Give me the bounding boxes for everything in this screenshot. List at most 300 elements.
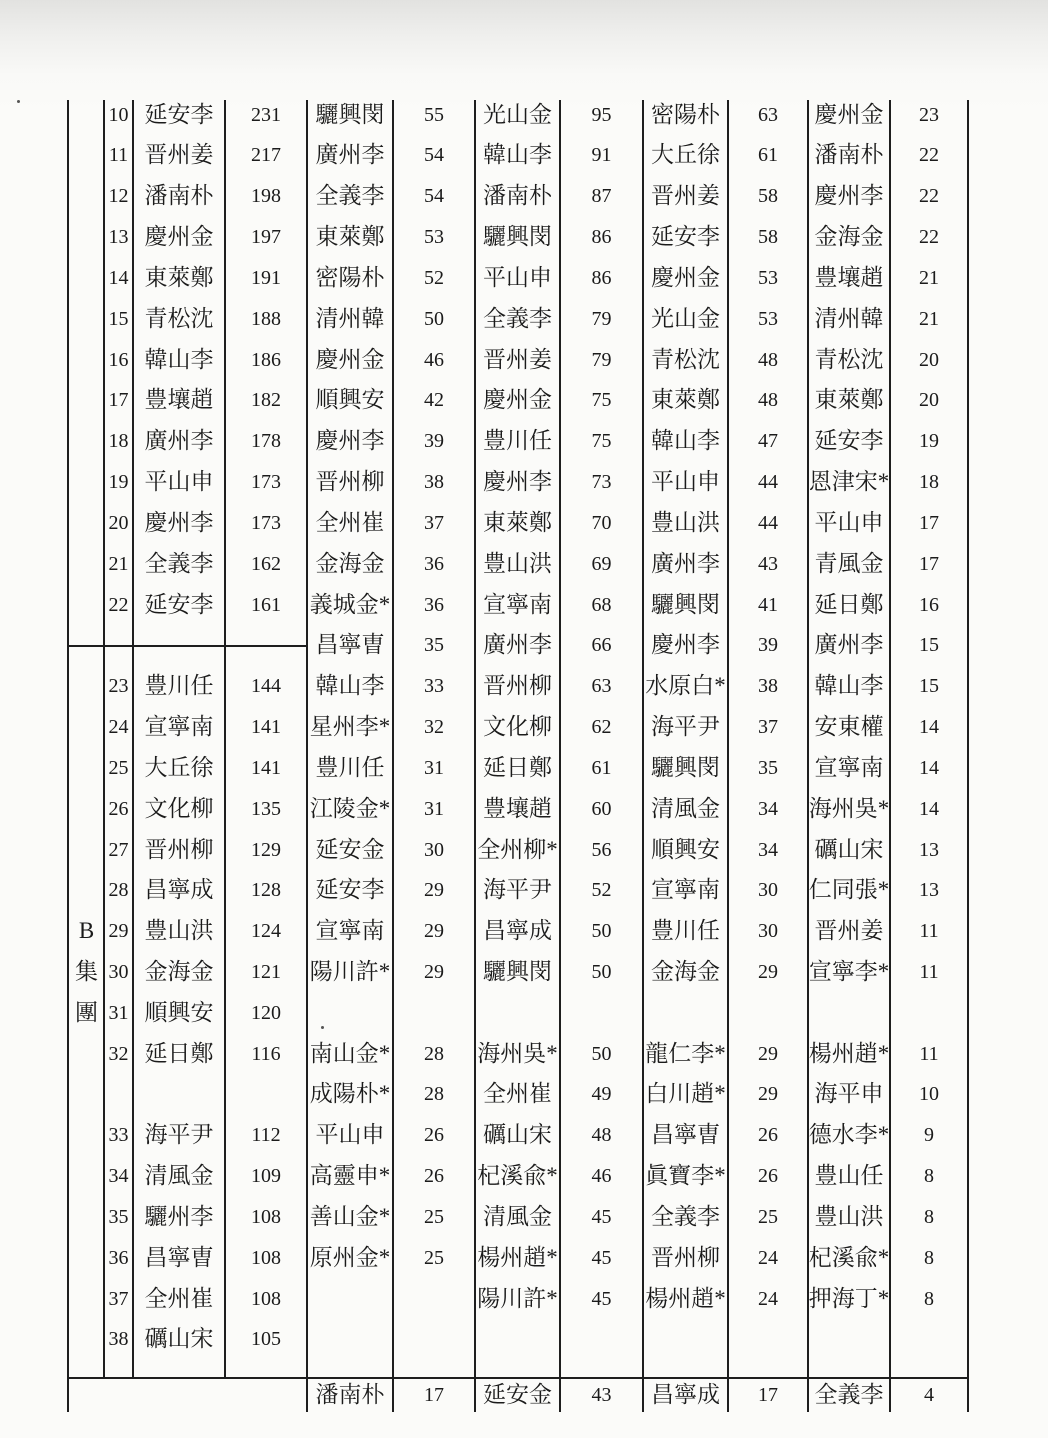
clan-count: 91	[591, 144, 612, 167]
clan-name: 東萊鄭	[315, 224, 385, 250]
table-row	[0, 1319, 1048, 1360]
clan-name: 大丘徐	[144, 754, 214, 780]
clan-count: 25	[424, 1246, 444, 1269]
clan-count: 46	[591, 1165, 612, 1188]
clan-name: 韓山李	[315, 673, 385, 699]
clan-count: 39	[758, 634, 778, 657]
clan-name: 延安金	[315, 836, 385, 862]
clan-count: 50	[591, 1042, 612, 1065]
clan-count: 14	[919, 797, 939, 820]
clan-name: 宣寧南	[814, 754, 884, 780]
clan-name: 陽川許*	[477, 1285, 558, 1311]
clan-count: 38	[758, 675, 778, 698]
clan-count: 87	[591, 185, 612, 208]
table-row	[0, 585, 1048, 626]
clan-count: 188	[251, 307, 281, 330]
clan-name: 延安李	[315, 877, 385, 903]
clan-count: 63	[591, 675, 612, 698]
clan-count: 86	[591, 226, 612, 249]
group-label-char: B	[78, 918, 95, 944]
clan-name: 宣寧南	[315, 918, 385, 944]
clan-count: 15	[919, 675, 939, 698]
clan-name: 晋州姜	[483, 346, 552, 372]
clan-count: 31	[424, 756, 444, 779]
clan-name: 宣寧李*	[808, 958, 890, 984]
clan-name: 楊州趙*	[477, 1244, 558, 1270]
clan-count: 24	[758, 1246, 778, 1269]
clan-count: 29	[424, 879, 444, 902]
clan-count: 61	[758, 144, 778, 167]
clan-name: 全州崔	[483, 1081, 552, 1107]
rank-number: 23	[108, 675, 129, 698]
clan-count: 54	[424, 185, 444, 208]
clan-count: 128	[251, 879, 281, 902]
rank-number: 12	[108, 185, 129, 208]
clan-name: 龍仁李*	[645, 1040, 726, 1066]
clan-count: 28	[424, 1083, 444, 1106]
clan-name: 海平尹	[483, 877, 552, 903]
clan-count: 63	[758, 103, 778, 126]
clan-name: 晋州柳	[144, 836, 214, 862]
rank-number: 37	[108, 1287, 129, 1310]
clan-count: 46	[424, 348, 444, 371]
clan-name: 慶州李	[651, 632, 720, 658]
clan-name: 高靈申*	[309, 1163, 391, 1189]
clan-name: 延安李	[144, 101, 214, 127]
clan-count: 38	[424, 471, 444, 494]
clan-name: 平山申	[651, 469, 720, 495]
clan-name: 文化柳	[144, 795, 214, 821]
clan-count: 58	[758, 226, 778, 249]
clan-name: 大丘徐	[651, 142, 720, 168]
clan-count: 14	[919, 756, 939, 779]
rank-number: 36	[108, 1246, 129, 1269]
clan-name: 楊州趙*	[645, 1285, 726, 1311]
table-row	[0, 176, 1048, 217]
clan-count: 17	[919, 552, 939, 575]
clan-count: 53	[424, 226, 444, 249]
clan-count: 75	[591, 389, 612, 412]
clan-count: 36	[424, 593, 444, 616]
clan-count: 14	[919, 716, 939, 739]
clan-name: 德水李*	[808, 1122, 890, 1148]
clan-count: 120	[251, 1001, 281, 1024]
clan-count: 25	[424, 1205, 444, 1228]
table-row	[0, 462, 1048, 503]
table-row	[0, 789, 1048, 830]
rank-number: 24	[108, 716, 129, 739]
clan-count: 79	[591, 307, 612, 330]
clan-name: 廣州李	[144, 428, 214, 454]
clan-count: 198	[251, 185, 281, 208]
rank-number: 33	[108, 1124, 129, 1147]
clan-name: 義城金*	[309, 591, 391, 617]
clan-count: 22	[919, 185, 939, 208]
clan-count: 34	[758, 797, 778, 820]
clan-count: 26	[424, 1124, 444, 1147]
clan-name: 白川趙*	[645, 1081, 726, 1107]
clan-count: 30	[424, 838, 444, 861]
clan-name: 密陽朴	[651, 101, 720, 127]
clan-count: 19	[919, 430, 939, 453]
table-row	[0, 748, 1048, 789]
clan-name: 豊壤趙	[814, 264, 884, 290]
clan-name: 廣州李	[651, 550, 720, 576]
clan-count: 8	[924, 1205, 934, 1228]
table-row	[0, 707, 1048, 748]
clan-name: 江陵金*	[309, 795, 391, 821]
table-row	[0, 870, 1048, 911]
clan-count: 42	[424, 389, 444, 412]
clan-name: 原州金*	[309, 1244, 391, 1270]
clan-name: 豊川任	[651, 918, 720, 944]
clan-name: 晋州姜	[814, 918, 884, 944]
clan-name: 慶州金	[814, 101, 884, 127]
clan-name: 金海金	[144, 958, 214, 984]
clan-name: 延安金	[483, 1382, 552, 1407]
clan-count: 45	[591, 1287, 612, 1310]
clan-name: 昌寧成	[651, 1382, 720, 1407]
table-row	[0, 830, 1048, 871]
clan-name: 清風金	[144, 1163, 214, 1189]
clan-name: 昌寧曺	[315, 632, 385, 658]
clan-count: 50	[424, 307, 444, 330]
table-footer-row	[0, 1375, 1048, 1416]
clan-count: 17	[424, 1384, 444, 1406]
clan-count: 112	[251, 1124, 281, 1147]
clan-name: 平山申	[814, 509, 884, 535]
clan-name: 海平尹	[651, 714, 720, 740]
clan-count: 178	[251, 430, 281, 453]
clan-count: 116	[251, 1042, 281, 1065]
clan-count: 75	[591, 430, 612, 453]
clan-count: 108	[251, 1246, 281, 1269]
clan-count: 50	[591, 920, 612, 943]
table-row	[0, 1074, 1048, 1115]
clan-name: 驪興閔	[315, 101, 385, 127]
clan-name: 光山金	[651, 305, 720, 331]
clan-count: 31	[424, 797, 444, 820]
rank-number: 10	[108, 103, 129, 126]
clan-count: 95	[591, 103, 612, 126]
rank-number: 32	[108, 1042, 129, 1065]
clan-name: 礪山宋	[483, 1122, 552, 1148]
table-row	[0, 911, 1048, 952]
clan-count: 141	[251, 716, 281, 739]
clan-count: 35	[424, 634, 444, 657]
clan-count: 8	[924, 1287, 934, 1310]
clan-name: 平山申	[315, 1122, 385, 1148]
rank-number: 27	[108, 838, 129, 861]
clan-name: 延日鄭	[483, 754, 552, 780]
clan-count: 49	[591, 1083, 612, 1106]
clan-count: 26	[758, 1124, 778, 1147]
clan-name: 韓山李	[651, 428, 720, 454]
table-row	[0, 1197, 1048, 1238]
clan-name: 豊壤趙	[144, 387, 214, 413]
clan-name: 青松沈	[144, 305, 214, 331]
clan-name: 清州韓	[315, 305, 385, 331]
clan-name: 水原白*	[645, 673, 726, 699]
clan-count: 20	[919, 348, 939, 371]
clan-name: 青松沈	[814, 346, 884, 372]
clan-count: 231	[251, 103, 281, 126]
clan-count: 26	[424, 1165, 444, 1188]
clan-name: 潘南朴	[814, 142, 884, 168]
clan-name: 昌寧成	[483, 918, 552, 944]
clan-count: 62	[591, 716, 612, 739]
clan-count: 36	[424, 552, 444, 575]
clan-name: 平山申	[144, 469, 214, 495]
clan-name: 晋州姜	[144, 142, 214, 168]
clan-name: 陽川許*	[309, 958, 391, 984]
table-row	[0, 503, 1048, 544]
clan-name: 韓山李	[814, 673, 884, 699]
clan-name: 延安李	[651, 224, 720, 250]
clan-name: 文化柳	[483, 714, 552, 740]
clan-count: 10	[919, 1083, 939, 1106]
clan-count: 108	[251, 1287, 281, 1310]
clan-name: 豊川任	[483, 428, 552, 454]
clan-name: 潘南朴	[315, 1382, 385, 1407]
clan-name: 慶州金	[315, 346, 385, 372]
clan-name: 晋州姜	[651, 183, 720, 209]
table-row	[0, 1279, 1048, 1320]
clan-count: 8	[924, 1165, 934, 1188]
clan-name: 順興安	[315, 387, 385, 413]
clan-count: 43	[591, 1384, 612, 1406]
clan-count: 26	[758, 1165, 778, 1188]
clan-name: 廣州李	[315, 142, 385, 168]
clan-name: 驪興閔	[483, 224, 552, 250]
group-label-char: 團	[75, 999, 98, 1025]
clan-name: 清州韓	[814, 305, 884, 331]
clan-name: 驪興閔	[651, 754, 720, 780]
clan-name: 礪山宋	[144, 1326, 214, 1352]
clan-count: 45	[591, 1246, 612, 1269]
clan-count: 29	[424, 960, 444, 983]
clan-name: 東萊鄭	[483, 509, 552, 535]
table-row	[0, 1034, 1048, 1075]
clan-count: 197	[251, 226, 281, 249]
clan-count: 44	[758, 471, 778, 494]
clan-name: 順興安	[651, 836, 720, 862]
clan-name: 順興安	[144, 999, 214, 1025]
clan-name: 金海金	[651, 958, 720, 984]
clan-name: 慶州金	[483, 387, 552, 413]
clan-count: 108	[251, 1205, 281, 1228]
clan-count: 48	[758, 389, 778, 412]
clan-name: 昌寧曺	[651, 1122, 720, 1148]
clan-count: 41	[758, 593, 778, 616]
table-row	[0, 95, 1048, 136]
clan-count: 9	[924, 1124, 934, 1147]
clan-name: 全義李	[483, 305, 552, 331]
clan-count: 52	[424, 266, 444, 289]
clan-count: 30	[758, 879, 778, 902]
clan-name: 宣寧南	[483, 591, 552, 617]
clan-name: 平山申	[483, 264, 552, 290]
rank-number: 17	[108, 389, 129, 412]
clan-name: 延安李	[144, 591, 214, 617]
clan-name: 光山金	[483, 101, 552, 127]
clan-name: 延安李	[814, 428, 884, 454]
clan-name: 清風金	[651, 795, 720, 821]
clan-name: 豊壤趙	[483, 795, 552, 821]
clan-count: 70	[591, 511, 612, 534]
clan-name: 青風金	[814, 550, 884, 576]
clan-name: 金海金	[814, 224, 884, 250]
clan-count: 33	[424, 675, 444, 698]
clan-name: 豊山洪	[483, 550, 552, 576]
clan-name: 全州崔	[315, 509, 385, 535]
rank-number: 34	[108, 1165, 129, 1188]
table-row	[0, 421, 1048, 462]
clan-name: 晋州柳	[315, 469, 385, 495]
clan-count: 30	[758, 920, 778, 943]
clan-name: 眞寶李*	[645, 1163, 726, 1189]
clan-count: 23	[919, 103, 939, 126]
table-row	[0, 544, 1048, 585]
clan-count: 29	[758, 960, 778, 983]
table-row	[0, 258, 1048, 299]
clan-name: 慶州李	[483, 469, 552, 495]
clan-name: 金海金	[315, 550, 385, 576]
clan-count: 45	[591, 1205, 612, 1228]
clan-name: 慶州李	[814, 183, 884, 209]
clan-name: 東萊鄭	[814, 387, 884, 413]
table-row	[0, 952, 1048, 993]
rank-number: 11	[108, 144, 129, 167]
rank-number: 31	[108, 1001, 129, 1024]
clan-name: 善山金*	[309, 1203, 391, 1229]
clan-name: 東萊鄭	[651, 387, 720, 413]
clan-name: 礪山宋	[814, 836, 884, 862]
rank-number: 16	[108, 348, 129, 371]
clan-count: 29	[758, 1083, 778, 1106]
clan-count: 24	[758, 1287, 778, 1310]
rank-number: 22	[108, 593, 129, 616]
table-row	[0, 217, 1048, 258]
clan-name: 宣寧南	[144, 714, 214, 740]
clan-name: 海平申	[814, 1081, 884, 1107]
rank-number: 35	[108, 1205, 129, 1228]
clan-count: 186	[251, 348, 281, 371]
clan-name: 延日鄭	[144, 1040, 214, 1066]
clan-name: 晋州柳	[651, 1244, 720, 1270]
clan-name: 全義李	[651, 1203, 720, 1229]
table-row	[0, 1115, 1048, 1156]
clan-name: 海州吳*	[477, 1040, 558, 1066]
clan-count: 13	[919, 838, 939, 861]
clan-count: 86	[591, 266, 612, 289]
clan-name: 楊州趙*	[808, 1040, 890, 1066]
clan-count: 4	[924, 1384, 934, 1406]
rank-number: 13	[108, 226, 129, 249]
clan-count: 144	[251, 675, 281, 698]
clan-name: 晋州柳	[483, 673, 552, 699]
rank-number: 20	[108, 511, 129, 534]
clan-count: 39	[424, 430, 444, 453]
clan-name: 驪興閔	[483, 958, 552, 984]
clan-count: 61	[591, 756, 612, 779]
clan-name: 潘南朴	[144, 183, 214, 209]
clan-count: 52	[591, 879, 612, 902]
clan-count: 47	[758, 430, 778, 453]
clan-name: 豊川任	[315, 754, 385, 780]
clan-name: 韓山李	[144, 346, 214, 372]
clan-name: 青松沈	[651, 346, 720, 372]
clan-count: 121	[251, 960, 281, 983]
clan-name: 全義李	[315, 183, 385, 209]
rank-number: 18	[108, 430, 129, 453]
rank-number: 25	[108, 756, 129, 779]
clan-count: 37	[758, 716, 778, 739]
clan-name: 南山金*	[309, 1040, 391, 1066]
group-label-char: 集	[75, 959, 98, 985]
clan-count: 56	[591, 838, 612, 861]
clan-name: 韓山李	[483, 142, 552, 168]
clan-count: 161	[251, 593, 281, 616]
table-row	[0, 993, 1048, 1034]
clan-name: 慶州金	[651, 264, 720, 290]
clan-name: 宣寧南	[651, 877, 720, 903]
clan-name: 昌寧成	[144, 877, 214, 903]
clan-name: 豊山洪	[651, 509, 720, 535]
clan-name: 成陽朴*	[309, 1081, 391, 1107]
clan-count: 109	[251, 1165, 281, 1188]
clan-count: 54	[424, 144, 444, 167]
clan-name: 昌寧曺	[144, 1244, 214, 1270]
clan-count: 28	[424, 1042, 444, 1065]
clan-count: 15	[919, 634, 939, 657]
clan-count: 55	[424, 103, 444, 126]
clan-name: 全義李	[814, 1382, 884, 1407]
clan-name: 押海丁*	[808, 1285, 890, 1311]
clan-name: 星州李*	[309, 714, 391, 740]
clan-count: 73	[591, 471, 612, 494]
clan-count: 48	[591, 1124, 612, 1147]
clan-count: 129	[251, 838, 281, 861]
clan-name: 恩津宋*	[808, 469, 890, 495]
table-row	[0, 1156, 1048, 1197]
clan-count: 32	[424, 716, 444, 739]
clan-count: 60	[591, 797, 612, 820]
clan-name: 廣州李	[483, 632, 552, 658]
clan-name: 延日鄭	[814, 591, 884, 617]
clan-count: 124	[251, 920, 281, 943]
clan-count: 44	[758, 511, 778, 534]
table-row	[0, 1238, 1048, 1279]
clan-count: 8	[924, 1246, 934, 1269]
clan-count: 162	[251, 552, 281, 575]
clan-name: 全州崔	[144, 1285, 214, 1311]
clan-name: 慶州金	[144, 224, 214, 250]
clan-count: 68	[591, 593, 612, 616]
clan-name: 全義李	[144, 550, 214, 576]
clan-count: 35	[758, 756, 778, 779]
rank-number: 15	[108, 307, 129, 330]
clan-count: 17	[919, 511, 939, 534]
rank-number: 21	[108, 552, 129, 575]
clan-count: 11	[919, 920, 939, 943]
clan-count: 21	[919, 307, 939, 330]
table-row	[0, 340, 1048, 381]
clan-name: 安東權	[814, 714, 884, 740]
clan-count: 141	[251, 756, 281, 779]
clan-count: 34	[758, 838, 778, 861]
clan-name: 海州吳*	[808, 795, 890, 821]
